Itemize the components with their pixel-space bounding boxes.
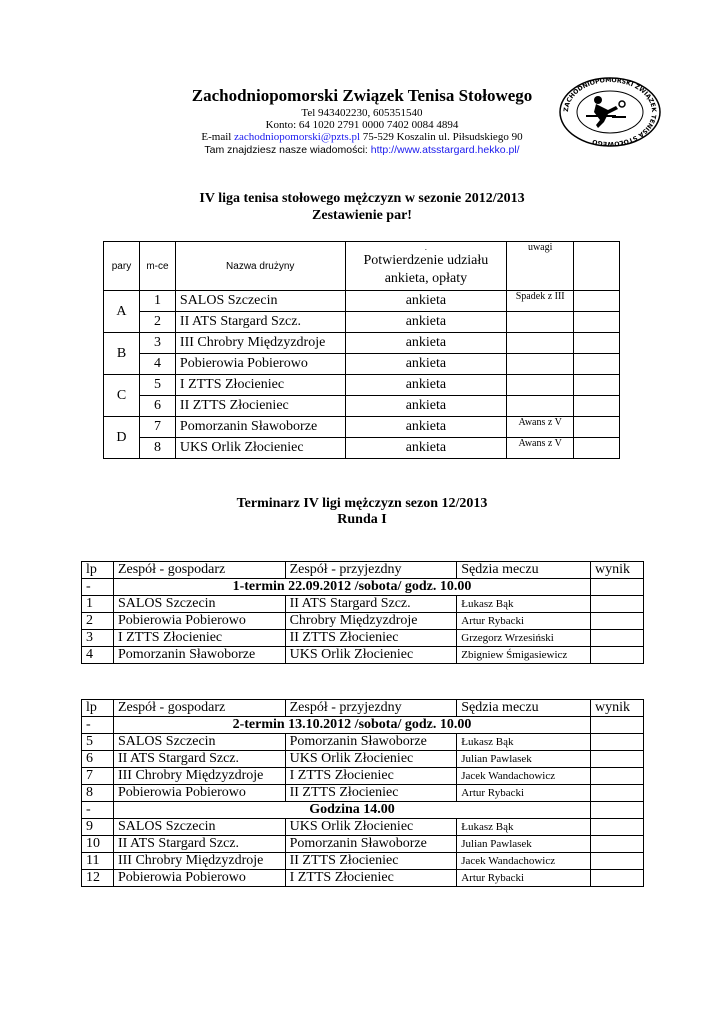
away-team: I ZTTS Złocieniec: [285, 870, 457, 887]
pairs-body: [104, 291, 620, 459]
empty-cell: [574, 291, 620, 312]
header-away: Zespół - przyjezdny: [285, 562, 457, 579]
term-empty: [591, 579, 644, 596]
league-title: IV liga tenisa stołowego mężczyzn w sezonie 2012/2013: [199, 191, 525, 206]
team-name: SALOS Szczecin: [175, 291, 345, 312]
schedule-table-2: [81, 699, 644, 887]
match-row: [82, 785, 644, 802]
confirmation-status: ankieta: [345, 354, 507, 375]
home-team: Pobierowia Pobierowo: [113, 870, 285, 887]
home-team: Pobierowia Pobierowo: [113, 785, 285, 802]
home-team: SALOS Szczecin: [113, 819, 285, 836]
pairs-row: [104, 417, 620, 438]
place-number: 8: [139, 438, 175, 459]
match-result: [591, 785, 644, 802]
away-team: II ZTTS Złocieniec: [285, 853, 457, 870]
match-row: [82, 836, 644, 853]
match-result: [591, 647, 644, 664]
group-letter: A: [104, 291, 140, 333]
match-lp: 10: [82, 836, 114, 853]
pairs-header-mce: m-ce: [139, 242, 175, 291]
confirmation-status: ankieta: [345, 291, 507, 312]
schedule-table-1: [81, 561, 644, 664]
home-team: SALOS Szczecin: [113, 734, 285, 751]
away-team: II ATS Stargard Szcz.: [285, 596, 457, 613]
referee-name: Zbigniew Śmigasiewicz: [457, 647, 591, 664]
time-lp: -: [82, 802, 114, 819]
header-lp: lp: [82, 700, 114, 717]
header-result: wynik: [591, 562, 644, 579]
away-team: UKS Orlik Złocieniec: [285, 751, 457, 768]
home-team: III Chrobry Międzyzdroje: [113, 853, 285, 870]
pairs-row: [104, 291, 620, 312]
referee-name: Jacek Wandachowicz: [457, 768, 591, 785]
confirmation-status: ankieta: [345, 417, 507, 438]
organization-name: Zachodniopomorski Związek Tenisa Stołowego: [191, 86, 533, 105]
match-lp: 9: [82, 819, 114, 836]
away-team: Chrobry Międzyzdroje: [285, 613, 457, 630]
pairs-row: [104, 375, 620, 396]
team-notes: [507, 354, 574, 375]
team-name: I ZTTS Złocieniec: [175, 375, 345, 396]
match-result: [591, 751, 644, 768]
match-lp: 6: [82, 751, 114, 768]
match-row: [82, 768, 644, 785]
time-empty: [591, 802, 644, 819]
match-lp: 12: [82, 870, 114, 887]
pairs-row: [104, 333, 620, 354]
away-team: UKS Orlik Złocieniec: [285, 819, 457, 836]
empty-cell: [574, 396, 620, 417]
term-lp: -: [82, 579, 114, 596]
referee-name: Łukasz Bąk: [457, 596, 591, 613]
team-notes: [507, 333, 574, 354]
match-lp: 2: [82, 613, 114, 630]
referee-name: Grzegorz Wrzesiński: [457, 630, 591, 647]
pairs-header-dot: .: [424, 243, 427, 252]
away-team: II ZTTS Złocieniec: [285, 785, 457, 802]
match-result: [591, 836, 644, 853]
header-home: Zespół - gospodarz: [113, 700, 285, 717]
team-notes: [507, 396, 574, 417]
term-empty: [591, 717, 644, 734]
match-result: [591, 819, 644, 836]
team-name: II ATS Stargard Szcz.: [175, 312, 345, 333]
pairs-row: [104, 354, 620, 375]
empty-cell: [574, 333, 620, 354]
email-link[interactable]: zachodniopomorski@pzts.pl: [234, 131, 361, 143]
schedule-title: Terminarz IV ligi mężczyzn sezon 12/2013: [236, 496, 488, 511]
team-notes: Awans z V: [507, 438, 574, 459]
confirmation-status: ankieta: [345, 375, 507, 396]
match-lp: 7: [82, 768, 114, 785]
website-link[interactable]: http://www.atsstargard.hekko.pl/: [370, 144, 520, 156]
header-home: Zespół - gospodarz: [113, 562, 285, 579]
header-away: Zespół - przyjezdny: [285, 700, 457, 717]
referee-name: Łukasz Bąk: [457, 819, 591, 836]
match-row: [82, 596, 644, 613]
match-row: [82, 734, 644, 751]
confirmation-status: ankieta: [345, 333, 507, 354]
group-letter: C: [104, 375, 140, 417]
pairs-subtitle: Zestawienie par!: [312, 208, 412, 223]
email-prefix: E-mail: [201, 131, 232, 143]
match-result: [591, 596, 644, 613]
match-lp: 11: [82, 853, 114, 870]
place-number: 2: [139, 312, 175, 333]
place-number: 1: [139, 291, 175, 312]
match-lp: 1: [82, 596, 114, 613]
pairs-header-confirmation: [345, 242, 507, 291]
empty-cell: [574, 417, 620, 438]
round1-matches: [82, 596, 644, 664]
federation-logo: [556, 76, 664, 148]
away-team: Pomorzanin Sławoborze: [285, 836, 457, 853]
empty-cell: [574, 375, 620, 396]
team-name: III Chrobry Międzyzdroje: [175, 333, 345, 354]
match-result: [591, 734, 644, 751]
confirmation-status: ankieta: [345, 438, 507, 459]
away-team: II ZTTS Złocieniec: [285, 630, 457, 647]
time-label: Godzina 14.00: [113, 802, 590, 819]
header-referee: Sędzia meczu: [457, 700, 591, 717]
away-team: Pomorzanin Sławoborze: [285, 734, 457, 751]
pairs-table: [103, 241, 620, 459]
pairs-row: [104, 438, 620, 459]
match-row: [82, 647, 644, 664]
team-notes: [507, 312, 574, 333]
match-lp: 3: [82, 630, 114, 647]
match-row: [82, 819, 644, 836]
away-team: I ZTTS Złocieniec: [285, 768, 457, 785]
bank-account-line: Konto: 64 1020 2791 0000 7402 0084 4894: [265, 119, 459, 131]
header-result: wynik: [591, 700, 644, 717]
pairs-header-confirmation-label: Potwierdzenie udziału ankieta, opłaty: [363, 253, 489, 286]
away-team: UKS Orlik Złocieniec: [285, 647, 457, 664]
match-result: [591, 630, 644, 647]
place-number: 3: [139, 333, 175, 354]
pairs-header-pary: pary: [104, 242, 140, 291]
home-team: II ATS Stargard Szcz.: [113, 836, 285, 853]
match-lp: 5: [82, 734, 114, 751]
match-result: [591, 768, 644, 785]
confirmation-status: ankieta: [345, 396, 507, 417]
logo-ring-text: ZACHODNIOPOMORSKI ZWIĄZEK TENISA STOŁOWEGO: [562, 76, 658, 148]
confirmation-status: ankieta: [345, 312, 507, 333]
pairs-header-notes: uwagi: [507, 242, 574, 291]
team-name: II ZTTS Złocieniec: [175, 396, 345, 417]
match-row: [82, 853, 644, 870]
empty-cell: [574, 312, 620, 333]
referee-name: Artur Rybacki: [457, 785, 591, 802]
home-team: I ZTTS Złocieniec: [113, 630, 285, 647]
pairs-header-empty: [574, 242, 620, 291]
round-title: Runda I: [337, 512, 387, 527]
match-result: [591, 870, 644, 887]
team-name: UKS Orlik Złocieniec: [175, 438, 345, 459]
match-result: [591, 613, 644, 630]
term-date: 2-termin 13.10.2012 /sobota/ godz. 10.00: [113, 717, 590, 734]
term-lp: -: [82, 717, 114, 734]
referee-name: Julian Pawlasek: [457, 836, 591, 853]
match-row: [82, 751, 644, 768]
home-team: SALOS Szczecin: [113, 596, 285, 613]
referee-name: Artur Rybacki: [457, 613, 591, 630]
round2-matches-afternoon: [82, 819, 644, 887]
place-number: 5: [139, 375, 175, 396]
referee-name: Jacek Wandachowicz: [457, 853, 591, 870]
match-result: [591, 853, 644, 870]
pairs-row: [104, 312, 620, 333]
place-number: 4: [139, 354, 175, 375]
round2-matches-morning: [82, 734, 644, 802]
empty-cell: [574, 354, 620, 375]
match-row: [82, 613, 644, 630]
website-prefix: Tam znajdziesz nasze wiadomości:: [204, 144, 368, 156]
header-referee: Sędzia meczu: [457, 562, 591, 579]
referee-name: Artur Rybacki: [457, 870, 591, 887]
match-lp: 8: [82, 785, 114, 802]
match-row: [82, 870, 644, 887]
match-lp: 4: [82, 647, 114, 664]
group-letter: D: [104, 417, 140, 459]
team-name: Pobierowia Pobierowo: [175, 354, 345, 375]
group-letter: B: [104, 333, 140, 375]
team-name: Pomorzanin Sławoborze: [175, 417, 345, 438]
team-notes: Awans z V: [507, 417, 574, 438]
home-team: Pobierowia Pobierowo: [113, 613, 285, 630]
header-lp: lp: [82, 562, 114, 579]
pairs-row: [104, 396, 620, 417]
team-notes: Spadek z III: [507, 291, 574, 312]
address-text: 75-529 Koszalin ul. Piłsudskiego 90: [362, 131, 523, 143]
referee-name: Łukasz Bąk: [457, 734, 591, 751]
referee-name: Julian Pawlasek: [457, 751, 591, 768]
place-number: 7: [139, 417, 175, 438]
empty-cell: [574, 438, 620, 459]
home-team: III Chrobry Międzyzdroje: [113, 768, 285, 785]
phone-line: Tel 943402230, 605351540: [301, 107, 423, 119]
home-team: Pomorzanin Sławoborze: [113, 647, 285, 664]
match-row: [82, 630, 644, 647]
home-team: II ATS Stargard Szcz.: [113, 751, 285, 768]
place-number: 6: [139, 396, 175, 417]
pairs-header-team: Nazwa drużyny: [175, 242, 345, 291]
term-date: 1-termin 22.09.2012 /sobota/ godz. 10.00: [113, 579, 590, 596]
team-notes: [507, 375, 574, 396]
